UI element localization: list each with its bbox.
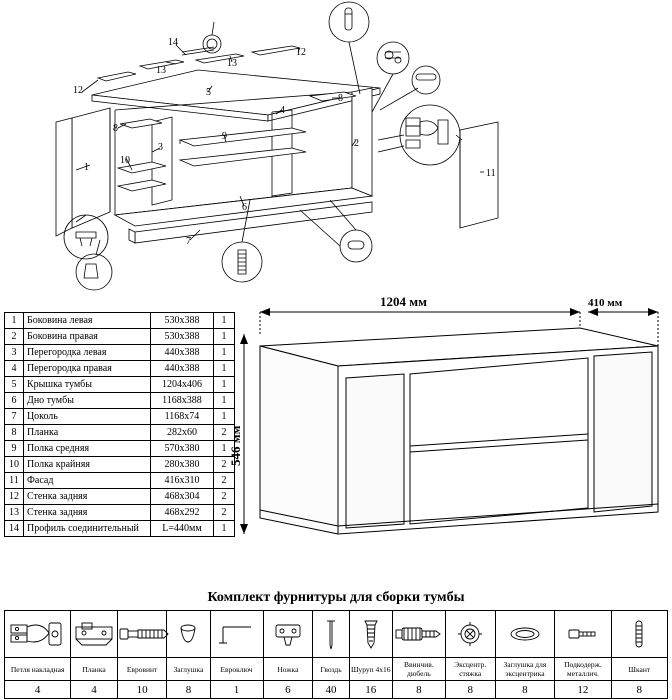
hardware-name: Гвоздь xyxy=(313,658,349,681)
hardware-name: Заглушка для эксцентрика xyxy=(495,658,555,681)
callout-10: 10 xyxy=(120,155,130,166)
callout-14: 14 xyxy=(168,37,178,48)
hardware-count: 6 xyxy=(263,681,313,699)
part-size: L=440мм xyxy=(151,521,214,537)
table-row xyxy=(5,409,235,425)
hardware-name: Эксцентр. стяжка xyxy=(445,658,495,681)
part-name: Цоколь xyxy=(24,409,151,425)
table-row xyxy=(5,329,235,345)
hardware-name: Планка xyxy=(71,658,117,681)
hardware-count: 16 xyxy=(349,681,392,699)
callout-9: 9 xyxy=(222,131,227,142)
part-number: 8 xyxy=(5,425,24,441)
leg-icon-cell xyxy=(263,611,313,658)
table-row xyxy=(5,473,235,489)
table-row xyxy=(5,361,235,377)
cam-cap-icon-cell xyxy=(495,611,555,658)
part-number: 10 xyxy=(5,457,24,473)
part-qty: 1 xyxy=(214,409,235,425)
exploded-assembly-diagram xyxy=(0,0,672,290)
callout-3: 3 xyxy=(158,142,163,153)
part-name: Полка средняя xyxy=(24,441,151,457)
table-row xyxy=(5,425,235,441)
table-row xyxy=(5,505,235,521)
part-name: Крышка тумбы xyxy=(24,377,151,393)
callout-2: 2 xyxy=(354,138,359,149)
part-qty: 2 xyxy=(214,425,235,441)
part-size: 1168х74 xyxy=(151,409,214,425)
part-size: 280х380 xyxy=(151,457,214,473)
part-number: 7 xyxy=(5,409,24,425)
hardware-kit-table xyxy=(4,610,668,699)
hardware-count: 8 xyxy=(611,681,667,699)
table-row xyxy=(5,377,235,393)
callout-13a: 13 xyxy=(156,65,166,76)
part-size: 468х304 xyxy=(151,489,214,505)
hardware-count: 12 xyxy=(555,681,611,699)
part-size: 570х380 xyxy=(151,441,214,457)
part-name: Стенка задняя xyxy=(24,489,151,505)
part-size: 282х60 xyxy=(151,425,214,441)
part-name: Планка xyxy=(24,425,151,441)
hardware-count: 10 xyxy=(117,681,167,699)
callout-7: 7 xyxy=(186,236,191,247)
table-row xyxy=(5,441,235,457)
screw-icon-cell xyxy=(349,611,392,658)
part-name: Боковина левая xyxy=(24,313,151,329)
hardware-count: 4 xyxy=(71,681,117,699)
plate-icon-cell xyxy=(71,611,117,658)
hardware-kit-title: Комплект фурнитуры для сборки тумбы xyxy=(207,590,465,605)
part-number: 6 xyxy=(5,393,24,409)
callout-12b: 12 xyxy=(296,47,306,58)
part-size: 416х310 xyxy=(151,473,214,489)
part-qty: 1 xyxy=(214,313,235,329)
table-row xyxy=(5,393,235,409)
parts-table xyxy=(4,312,235,537)
hardware-name: Шкант xyxy=(611,658,667,681)
callout-6: 6 xyxy=(242,202,247,213)
hardware-name: Петля накладная xyxy=(5,658,71,681)
shelf-support-icon-cell xyxy=(555,611,611,658)
part-qty: 1 xyxy=(214,521,235,537)
hardware-name: Заглушка xyxy=(167,658,210,681)
part-qty: 2 xyxy=(214,505,235,521)
table-row xyxy=(5,521,235,537)
part-name: Перегородка левая xyxy=(24,345,151,361)
cap-icon-cell xyxy=(167,611,210,658)
part-qty: 1 xyxy=(214,345,235,361)
depth-dimension-label: 410 мм xyxy=(588,297,623,309)
euro-key-icon-cell xyxy=(210,611,263,658)
part-number: 1 xyxy=(5,313,24,329)
callout-8a: 8 xyxy=(113,123,118,134)
part-name: Фасад xyxy=(24,473,151,489)
part-qty: 2 xyxy=(214,473,235,489)
part-name: Профиль соединительный xyxy=(24,521,151,537)
callout-1: 1 xyxy=(84,162,89,173)
part-size: 1204х406 xyxy=(151,377,214,393)
part-number: 12 xyxy=(5,489,24,505)
hardware-count: 4 xyxy=(5,681,71,699)
euro-screw-icon-cell xyxy=(117,611,167,658)
nail-icon-cell xyxy=(313,611,349,658)
part-name: Стенка задняя xyxy=(24,505,151,521)
table-row xyxy=(5,489,235,505)
hardware-count: 8 xyxy=(445,681,495,699)
part-name: Полка крайняя xyxy=(24,457,151,473)
dowel-screw-icon-cell xyxy=(392,611,445,658)
part-number: 2 xyxy=(5,329,24,345)
part-qty: 1 xyxy=(214,329,235,345)
table-row xyxy=(5,313,235,329)
hinge-overlay-icon-cell xyxy=(5,611,71,658)
part-size: 440х388 xyxy=(151,345,214,361)
part-name: Боковина правая xyxy=(24,329,151,345)
part-size: 530х388 xyxy=(151,313,214,329)
hardware-name: Шуруп 4х16 xyxy=(349,658,392,681)
hardware-count: 8 xyxy=(495,681,555,699)
width-dimension-label: 1204 мм xyxy=(380,294,427,309)
part-number: 11 xyxy=(5,473,24,489)
part-qty: 1 xyxy=(214,361,235,377)
part-size: 440х388 xyxy=(151,361,214,377)
part-number: 14 xyxy=(5,521,24,537)
hardware-name: Ножка xyxy=(263,658,313,681)
hardware-name: Евроключ xyxy=(210,658,263,681)
height-dimension-label: 546 мм xyxy=(228,425,243,466)
part-number: 13 xyxy=(5,505,24,521)
hardware-count: 1 xyxy=(210,681,263,699)
table-row xyxy=(5,457,235,473)
hardware-count: 40 xyxy=(313,681,349,699)
callout-4: 4 xyxy=(280,105,285,116)
hardware-name: Ввинчив. дюбель xyxy=(392,658,445,681)
part-number: 4 xyxy=(5,361,24,377)
hardware-name: Евровинт xyxy=(117,658,167,681)
part-qty: 2 xyxy=(214,489,235,505)
part-size: 530х388 xyxy=(151,329,214,345)
part-name: Дно тумбы xyxy=(24,393,151,409)
dimensioned-cabinet-view xyxy=(228,286,672,556)
callout-13b: 13 xyxy=(227,58,237,69)
callout-11: 11 xyxy=(486,168,496,179)
part-size: 1168х388 xyxy=(151,393,214,409)
hardware-count: 8 xyxy=(392,681,445,699)
part-number: 5 xyxy=(5,377,24,393)
hardware-count: 8 xyxy=(167,681,210,699)
callout-5: 5 xyxy=(206,87,211,98)
hardware-name: Подкодерж. металлич. xyxy=(555,658,611,681)
dowel-icon-cell xyxy=(611,611,667,658)
part-qty: 2 xyxy=(214,457,235,473)
part-number: 3 xyxy=(5,345,24,361)
callout-8b: 8 xyxy=(338,93,343,104)
part-name: Перегородка правая xyxy=(24,361,151,377)
callout-12a: 12 xyxy=(73,85,83,96)
part-qty: 1 xyxy=(214,377,235,393)
part-qty: 1 xyxy=(214,441,235,457)
table-row xyxy=(5,345,235,361)
part-number: 9 xyxy=(5,441,24,457)
part-size: 468х292 xyxy=(151,505,214,521)
cam-lock-icon-cell xyxy=(445,611,495,658)
part-qty: 1 xyxy=(214,393,235,409)
